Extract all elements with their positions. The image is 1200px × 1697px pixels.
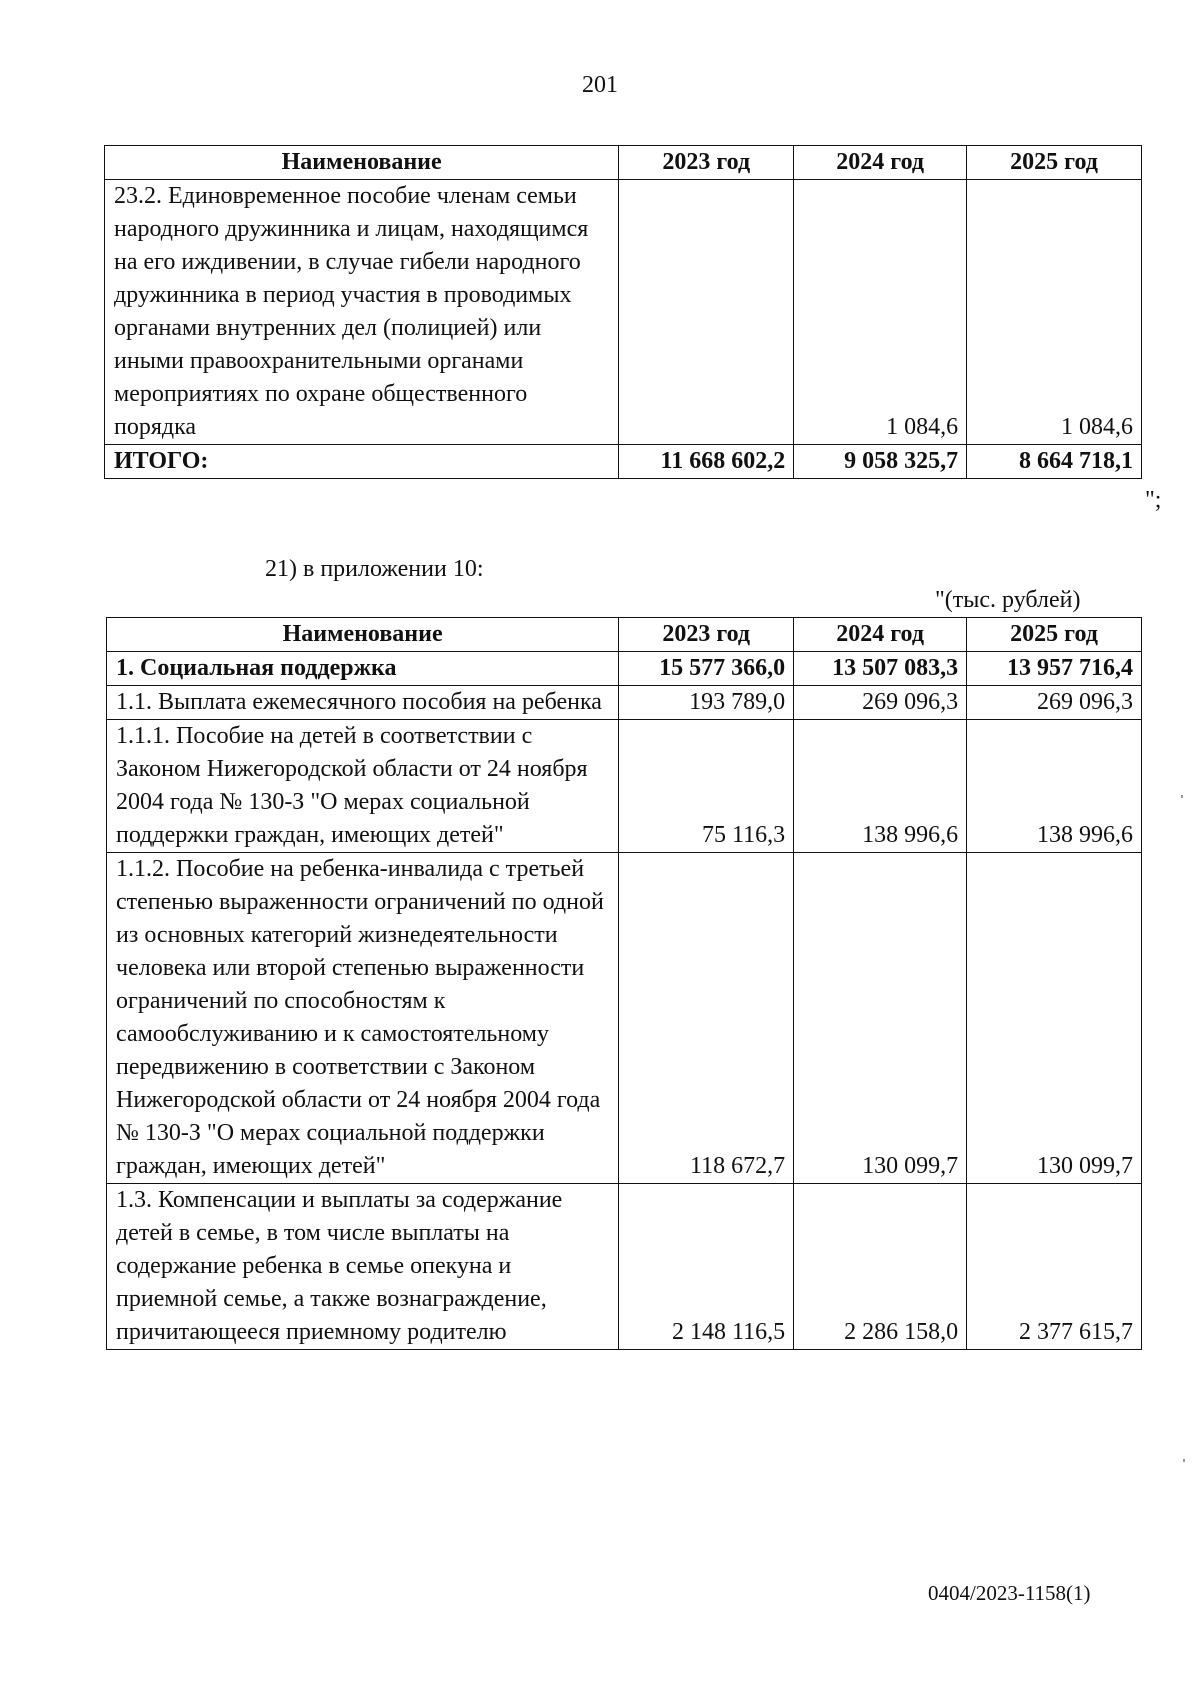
value-2025: 2 377 615,7 <box>967 1184 1142 1350</box>
value-2024: 1 084,6 <box>794 180 967 445</box>
total-label: ИТОГО: <box>105 445 619 479</box>
value-2023: 118 672,7 <box>619 853 794 1184</box>
header-name: Наименование <box>107 618 619 652</box>
table-row <box>107 686 1142 720</box>
table-header-row <box>107 618 1142 652</box>
row-name: 1.3. Компенсации и выплаты за содержание детей в семье, в том числе выплаты на содержание ребенка в семье опекуна и приемной семье, а также вознаграждение, причитающееся приемному родителю <box>107 1184 619 1350</box>
value-2025: 138 996,6 <box>967 720 1142 853</box>
row-name: 1.1.1. Пособие на детей в соответствии с Законом Нижегородской области от 24 ноября 2004 года № 130-З "О мерах социальной поддержки граждан, имеющих детей" <box>107 720 619 853</box>
value-2025: 269 096,3 <box>967 686 1142 720</box>
value-2024: 2 286 158,0 <box>794 1184 967 1350</box>
unit-note: "(тыс. рублей) <box>935 587 1081 613</box>
row-name: 1.1.2. Пособие на ребенка-инвалида с третьей степенью выраженности ограничений по одной из основных категорий жизнедеятельности человека или второй степенью выраженности ограничений по способностям к самообслуживанию и к самостоятельному передвижению в соответствии с Законом Нижегородской области от 24 ноября 2004 года № 130-З "О мерах социальной поддержки граждан, имеющих детей" <box>107 853 619 1184</box>
total-2023: 11 668 602,2 <box>619 445 794 479</box>
total-2024: 9 058 325,7 <box>794 445 967 479</box>
header-name: Наименование <box>105 146 619 180</box>
value-2024: 130 099,7 <box>794 853 967 1184</box>
value-2024: 269 096,3 <box>794 686 967 720</box>
header-2025: 2025 год <box>967 146 1142 180</box>
header-2024: 2024 год <box>794 146 967 180</box>
total-2025: 8 664 718,1 <box>967 445 1142 479</box>
table-row <box>107 1184 1142 1350</box>
value-2023: 193 789,0 <box>619 686 794 720</box>
section-2025: 13 957 716,4 <box>967 652 1142 686</box>
section-2023: 15 577 366,0 <box>619 652 794 686</box>
row-name: 1.1. Выплата ежемесячного пособия на ребенка <box>107 686 619 720</box>
section-row <box>107 652 1142 686</box>
table-header-row <box>105 146 1142 180</box>
value-2025: 1 084,6 <box>967 180 1142 445</box>
subsection-21-heading: 21) в приложении 10: <box>265 556 484 582</box>
document-code: 0404/2023-1158(1) <box>928 1581 1091 1605</box>
value-2023 <box>619 180 794 445</box>
value-2025: 130 099,7 <box>967 853 1142 1184</box>
header-2023: 2023 год <box>619 618 794 652</box>
appendix-10-table <box>106 617 1142 1350</box>
value-2023: 75 116,3 <box>619 720 794 853</box>
table-row <box>105 180 1142 445</box>
value-2024: 138 996,6 <box>794 720 967 853</box>
section-name: 1. Социальная поддержка <box>107 652 619 686</box>
total-row <box>105 445 1142 479</box>
header-2023: 2023 год <box>619 146 794 180</box>
appendix-9-table <box>104 145 1142 479</box>
table-row <box>107 720 1142 853</box>
scan-speck <box>1181 795 1183 798</box>
header-2025: 2025 год <box>967 618 1142 652</box>
value-2023: 2 148 116,5 <box>619 1184 794 1350</box>
page-number: 201 <box>582 72 618 98</box>
section-2024: 13 507 083,3 <box>794 652 967 686</box>
header-2024: 2024 год <box>794 618 967 652</box>
row-name: 23.2. Единовременное пособие членам семьи народного дружинника и лицам, находящимся на его иждивении, в случае гибели народного дружинника в период участия в проводимых органами внутренних дел (полицией) или иными правоохранительными органами мероприятиях по охране общественного порядка <box>105 180 619 445</box>
scan-speck <box>1183 1459 1185 1462</box>
table-row <box>107 853 1142 1184</box>
closing-quote: "; <box>1145 487 1162 513</box>
